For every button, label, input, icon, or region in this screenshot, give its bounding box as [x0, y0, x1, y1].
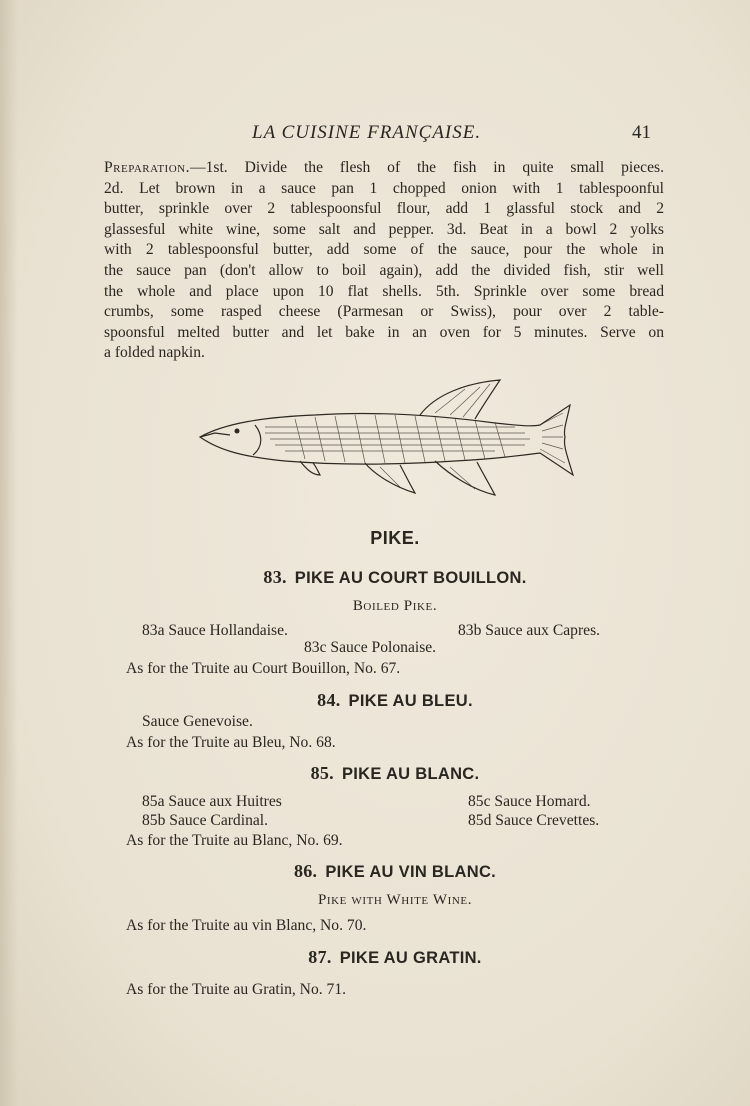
- pike-fish-illustration: [195, 375, 585, 505]
- preparation-line: with 2 tablespoonsful butter, add some of the sauce, pour the whole in: [104, 241, 664, 259]
- recipe-86-title: [0, 861, 750, 882]
- page-number: 41: [632, 122, 651, 143]
- preparation-label: Preparation.: [104, 159, 191, 176]
- preparation-line: a folded napkin.: [104, 344, 205, 362]
- recipe-83-sauce-b: 83b Sauce aux Capres.: [458, 622, 601, 639]
- recipe-83-note: As for the Truite au Court Bouillon, No. 67.: [126, 660, 401, 677]
- recipe-85-sauce-a: 85a Sauce aux Huitres: [142, 793, 282, 810]
- preparation-line: Preparation.—1st. Divide the flesh of the fish in quite small pieces.: [104, 159, 664, 176]
- recipe-name: PIKE AU COURT BOUILLON.: [294, 569, 527, 587]
- recipe-83-sauce-c: 83c Sauce Polonaise.: [304, 639, 437, 656]
- recipe-87-title: [0, 947, 750, 968]
- preparation-line: 2d. Let brown in a sauce pan 1 chopped onion with 1 tablespoonful: [104, 179, 664, 197]
- recipe-83-subtitle: Boiled Pike.: [352, 598, 438, 614]
- recipe-number: 87.: [308, 947, 332, 967]
- recipe-85-sauce-c: 85c Sauce Homard.: [468, 793, 591, 810]
- recipe-84-sauce: Sauce Genevoise.: [142, 713, 253, 730]
- recipe-name: PIKE AU GRATIN.: [339, 949, 482, 967]
- running-title: LA CUISINE FRANÇAISE.: [252, 122, 482, 143]
- recipe-85-sauce-b: 85b Sauce Cardinal.: [142, 812, 269, 829]
- recipe-84-title: [0, 690, 750, 711]
- recipe-85-note: As for the Truite au Blanc, No. 69.: [126, 832, 343, 849]
- recipe-number: 83.: [263, 567, 287, 587]
- preparation-line: glassesful white wine, some salt and pepper. 3d. Beat in a bowl 2 yolks: [104, 220, 664, 238]
- preparation-paragraph: [104, 158, 664, 364]
- recipe-83-sauce-a: 83a Sauce Hollandaise.: [142, 622, 288, 639]
- preparation-line: the whole and place upon 10 flat shells. 5th. Sprinkle over some bread: [104, 282, 664, 300]
- recipe-number: 86.: [293, 861, 318, 881]
- recipe-number: 84.: [317, 690, 341, 710]
- recipe-86-subtitle: Pike with White Wine.: [317, 892, 473, 908]
- recipe-85-title: [0, 763, 750, 784]
- recipe-name: PIKE AU BLANC.: [341, 765, 480, 783]
- section-title: PIKE.: [370, 528, 420, 548]
- preparation-line: butter, sprinkle over 2 tablespoonsful flour, add 1 glassful stock and 2: [104, 200, 664, 218]
- recipe-83-title: [0, 567, 750, 588]
- preparation-line: spoonsful melted butter and let bake in an oven for 5 minutes. Serve on: [104, 323, 664, 341]
- preparation-line: crumbs, some rasped cheese (Parmesan or Swiss), pour over 2 table-: [104, 303, 664, 321]
- recipe-84-note: As for the Truite au Bleu, No. 68.: [126, 734, 336, 751]
- recipe-85-sauce-d: 85d Sauce Crevettes.: [468, 812, 600, 829]
- recipe-name: PIKE AU VIN BLANC.: [325, 863, 497, 881]
- recipe-name: PIKE AU BLEU.: [348, 692, 473, 710]
- recipe-number: 85.: [310, 763, 334, 783]
- preparation-line: the sauce pan (don't allow to boil again), add the divided fish, stir well: [104, 261, 664, 279]
- page-gutter-shadow: [0, 0, 18, 1106]
- recipe-87-note: As for the Truite au Gratin, No. 71.: [126, 981, 347, 998]
- recipe-86-note: As for the Truite au vin Blanc, No. 70.: [126, 917, 367, 934]
